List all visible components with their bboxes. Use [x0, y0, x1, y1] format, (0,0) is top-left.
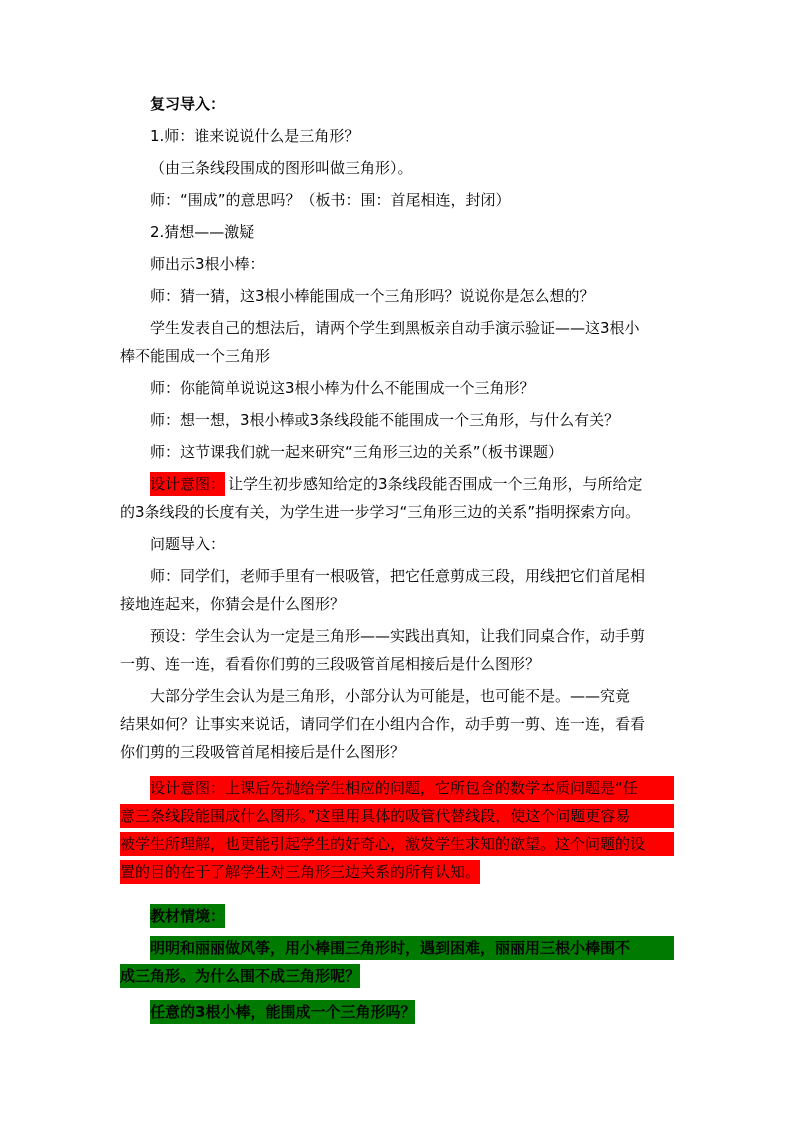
paragraph-line: 让学生初步感知给定的3条线段能否围成一个三角形，与所给定: [228, 475, 643, 493]
highlighted-textbook-line: 成三角形。为什么围不成三角形呢？: [120, 964, 360, 988]
highlighted-textbook-line: 任意的3根小棒，能围成一个三角形吗？: [150, 1000, 415, 1024]
paragraph-line: 大部分学生会认为是三角形，小部分认为可能是，也可能不是。——究竟: [150, 687, 631, 705]
paragraph-line: 师：同学们，老师手里有一根吸管，把它任意剪成三段，用线把它们首尾相: [150, 567, 646, 585]
section-heading-review: 复习导入：: [150, 95, 226, 113]
highlighted-design-intent: 意三条线段能围成什么图形。”这里用具体的吸管代替线段，使这个问题更容易: [120, 804, 674, 828]
paragraph-line: 师：你能简单说说这3根小棒为什么不能围成一个三角形？: [150, 379, 535, 397]
paragraph-line: 一剪、连一连，看看你们剪的三段吸管首尾相接后是什么图形？: [120, 655, 541, 673]
paragraph-line: （由三条线段围成的图形叫做三角形）。: [150, 159, 413, 177]
paragraph-line: 1.师：谁来说说什么是三角形？: [150, 127, 360, 145]
highlighted-design-intent: 置的目的在于了解学生对三角形三边关系的所有认知。: [120, 860, 480, 884]
paragraph-line: 你们剪的三段吸管首尾相接后是什么图形？: [120, 743, 406, 761]
paragraph-line: 师：猜一猜，这3根小棒能围成一个三角形吗？说说你是怎么想的？: [150, 287, 595, 305]
section-heading-textbook: 教材情境：: [150, 904, 225, 928]
highlighted-design-intent: 被学生所理解，也更能引起学生的好奇心，激发学生求知的欲望。这个问题的设: [120, 832, 674, 856]
paragraph-line: 师：“围成”的意思吗？（板书：围：首尾相连，封闭）: [150, 191, 511, 209]
paragraph-line: 预设：学生会认为一定是三角形——实践出真知，让我们同桌合作，动手剪: [150, 627, 646, 645]
highlighted-design-intent: 设计意图：上课后先抛给学生相应的问题，它所包含的数学本质问题是“任: [150, 776, 674, 800]
paragraph-line: 2.猜想——激疑: [150, 223, 255, 241]
paragraph-line: 接地连起来，你猜会是什么图形？: [120, 595, 346, 613]
paragraph-line: 棒不能围成一个三角形: [120, 347, 271, 365]
paragraph-line: 师：想一想，3根小棒或3条线段能不能围成一个三角形，与什么有关？: [150, 411, 620, 429]
paragraph-line: 学生发表自己的想法后，请两个学生到黑板亲自动手演示验证——这3根小: [150, 319, 640, 337]
design-intent-label: 设计意图：: [150, 472, 225, 496]
paragraph-line: 师：这节课我们就一起来研究“三角形三边的关系”（板书课题）: [150, 443, 564, 461]
highlighted-textbook-line: 明明和丽丽做风筝，用小棒围三角形时，遇到困难，丽丽用三根小棒围不: [150, 936, 674, 960]
paragraph-line: 师出示3根小棒：: [150, 255, 265, 273]
paragraph-line: 结果如何？让事实来说话，请同学们在小组内合作，动手剪一剪、连一连，看看: [120, 715, 646, 733]
section-heading-problem: 问题导入：: [150, 535, 226, 553]
paragraph-line: 的3条线段的长度有关，为学生进一步学习“三角形三边的关系”指明探索方向。: [120, 503, 641, 521]
